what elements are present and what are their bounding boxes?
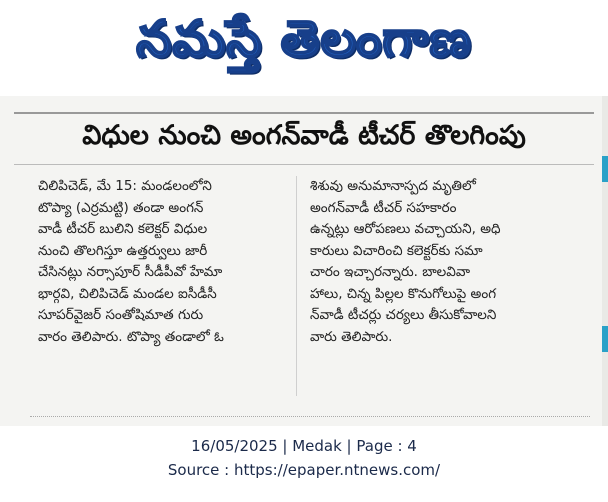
- article-line: ఉన్నట్లు ఆరోపణలు వచ్చాయని, అధి: [310, 221, 501, 237]
- article-line: హాలు, చిన్న పిల్లల కొనుగోలుపై అంగ: [310, 285, 497, 302]
- edition-info: 16/05/2025 | Medak | Page : 4: [191, 437, 417, 455]
- article-line: చేసినట్లు నర్సాపూర్ సీడీపీవో హేమా: [38, 264, 223, 280]
- article-column-right: [310, 176, 578, 348]
- masthead-title: నమస్తే తెలంగాణ: [136, 9, 472, 68]
- article-line: చిలిపిచెడ్, మే 15: మండలంలోని: [38, 178, 212, 194]
- edge-marker: [602, 326, 608, 352]
- article-line: వారు తెలిపారు.: [310, 328, 393, 345]
- article-column-left: [38, 176, 306, 348]
- clipping-footer: [0, 434, 608, 494]
- article-line: చారం ఇచ్చారన్నారు. బాలవివా: [310, 264, 470, 280]
- clipping-cut-edge: [30, 416, 590, 427]
- article-line: వాడీ టీచర్ బులిని కలెక్టర్ విధుల: [38, 221, 208, 237]
- article-line: వారం తెలిపారు. టొప్యా తండాలో ఓ: [38, 328, 224, 345]
- article-line: సూపర్‌వైజర్ సంతోషిమాత గురు: [38, 307, 204, 323]
- article-line: టొప్యా (ఎర్రమట్టి) తండా అంగన్: [38, 199, 204, 216]
- source-link[interactable]: Source : https://epaper.ntnews.com/: [167, 461, 441, 479]
- article-line: భార్గవి, చిలిపిచెడ్ మండల ఐసీడీసీ: [38, 285, 217, 302]
- article-line: అంగన్‌వాడీ టీచర్ సహకారం: [310, 199, 457, 216]
- clipping-edge: [602, 96, 608, 426]
- masthead: [0, 0, 608, 90]
- article-line: శిశువు అనుమానాస్పద మృతిలో: [310, 178, 476, 194]
- article-line: నుంచి తొలగిస్తూ ఉత్తర్వులు జారీ: [38, 242, 208, 259]
- article-line: కారులు విచారించి కలెక్టర్‌కు సమా: [310, 242, 483, 259]
- article-line: న్‌వాడీ టీచర్లు చర్యలు తీసుకోవాలని: [310, 307, 497, 323]
- article-headline: విధుల నుంచి అంగన్‌వాడీ టీచర్ తొలగింపు: [14, 112, 594, 165]
- edge-marker: [602, 156, 608, 182]
- column-divider: [296, 176, 297, 396]
